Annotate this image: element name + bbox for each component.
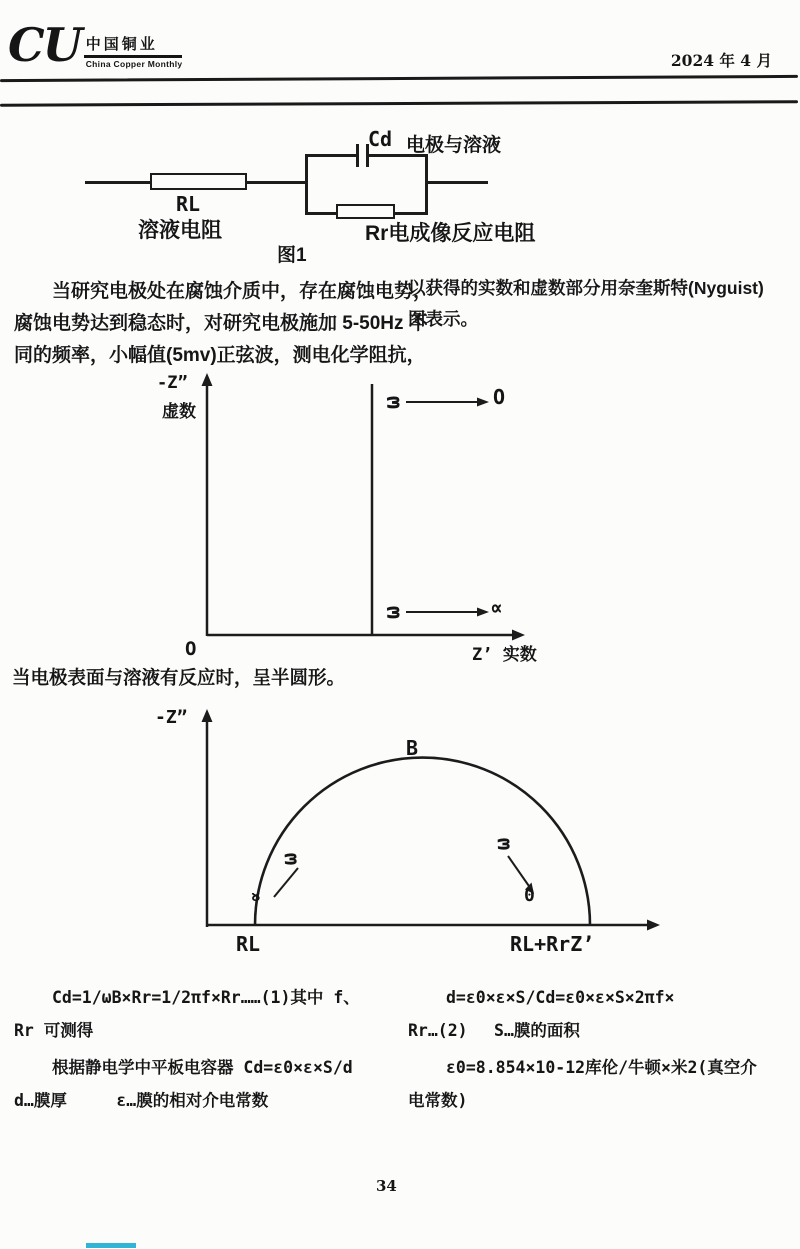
formula-epsilon0-line1: ε0=8.854×10-12库伦/牛顿×米2(真空介 <box>446 1058 757 1077</box>
chart1-bottom-target: ∝ <box>490 596 503 620</box>
top-branch-wire-a <box>305 154 358 157</box>
chart1-bottom-omega-arrowhead-icon <box>477 608 489 617</box>
capacitor-plate-left <box>356 144 359 167</box>
chart1-x-arrowhead-icon <box>512 630 525 641</box>
chart1-y-sublabel: 虚数 <box>162 402 196 421</box>
logo-names <box>84 33 183 69</box>
chart1-top-omega-arrowhead-icon <box>477 398 489 407</box>
chart2-x-left-label: RL <box>236 932 261 956</box>
intro-left-line3: 同的频率，小幅值(5mv)正弦波，测电化学阻抗， <box>14 345 426 366</box>
chart2-semicircle <box>255 758 590 925</box>
formula-capacitor-line1: 根据静电学中平板电容器 Cd=ε0×ε×S/d <box>52 1058 353 1077</box>
logo-cu-icon: CU <box>8 18 81 72</box>
chart2-y-label: -Z” <box>155 707 188 728</box>
logo-english-name: China Copper Monthly <box>85 59 183 69</box>
formula-cd-line2: Rr 可测得 <box>14 1021 94 1040</box>
formula-epsilon0-line2: 电常数) <box>408 1091 468 1110</box>
chart1-x-label: Z’ 实数 <box>472 645 537 665</box>
intro-left-line1: 当研究电极处在腐蚀介质中，存在腐蚀电势， <box>52 281 433 302</box>
wire-mid <box>246 181 306 184</box>
chart2-left-omega-line <box>274 868 298 897</box>
formula-d-line2: Rr…(2) S…膜的面积 <box>408 1021 580 1040</box>
capacitor-cd-label: Cd <box>368 127 393 151</box>
chart1-y-arrowhead-icon <box>202 373 213 386</box>
intro-right-line2: 图表示。 <box>408 309 478 329</box>
chart1-top-omega-symbol: ω <box>379 395 406 410</box>
formula-capacitor-line2: d…膜厚 ε…膜的相对介电常数 <box>14 1091 269 1110</box>
magazine-logo <box>8 18 183 72</box>
chart2-right-target: 0 <box>524 885 535 906</box>
intro-paragraph-right <box>408 273 764 335</box>
resistor-rr-label: Rr电成像反应电阻 <box>365 222 536 245</box>
figure1-caption: 图1 <box>277 245 307 266</box>
scan-edge-blue-bar <box>86 1243 136 1248</box>
chart2-left-omega-symbol: ω <box>277 852 302 866</box>
chart1-bottom-omega-symbol: ω <box>379 605 406 620</box>
formulas-left-column <box>14 981 360 1117</box>
header-rule-bottom <box>0 100 798 106</box>
wire-in <box>85 181 150 184</box>
chart1-y-label: -Z” <box>157 373 188 393</box>
header-rule-top <box>0 75 798 82</box>
intro-left-line2: 腐蚀电势达到稳态时，对研究电极施加 5-50Hz 不 <box>14 313 428 334</box>
semicircle-note: 当电极表面与溶液有反应时，呈半圆形。 <box>12 667 346 688</box>
chart2-left-target: ∝ <box>244 890 267 904</box>
chart2-y-arrowhead-icon <box>202 709 213 722</box>
chart2-x-arrowhead-icon <box>647 920 660 931</box>
resistor-rl-description: 溶液电阻 <box>138 219 222 242</box>
capacitor-description: 电极与溶液 <box>406 135 502 156</box>
formula-cd-line1: Cd=1/ωB×Rr=1/2πf×Rr……(1)其中 f、 <box>52 988 360 1007</box>
chart2-apex-label: B <box>406 736 419 760</box>
page-number: 34 <box>376 1177 397 1195</box>
parallel-left-wire <box>305 154 308 215</box>
bottom-branch-wire-a <box>305 212 338 215</box>
logo-chinese-name: 中国铜业 <box>84 33 183 58</box>
formulas-right-column <box>408 981 757 1117</box>
chart2-right-omega-symbol: ω <box>490 837 515 851</box>
parallel-right-wire <box>425 154 428 215</box>
resistor-rl-box <box>150 173 247 190</box>
chart1-top-target: O <box>493 385 506 409</box>
wire-out <box>427 181 488 184</box>
chart1-origin-label: O <box>185 638 197 660</box>
intro-paragraph-left <box>14 276 432 372</box>
issue-date: 2024 年 4 月 <box>670 51 772 70</box>
nyquist-chart1 <box>150 370 570 670</box>
bottom-branch-wire-b <box>394 212 427 215</box>
chart2-x-right-label: RL+RrZ’ <box>510 932 595 956</box>
resistor-rl-label: RL <box>176 192 201 216</box>
intro-right-line1: 以获得的实数和虚数部分用奈奎斯特(Nyguist) <box>408 278 764 298</box>
formula-d-line1: d=ε0×ε×S/Cd=ε0×ε×S×2πf× <box>446 988 675 1007</box>
